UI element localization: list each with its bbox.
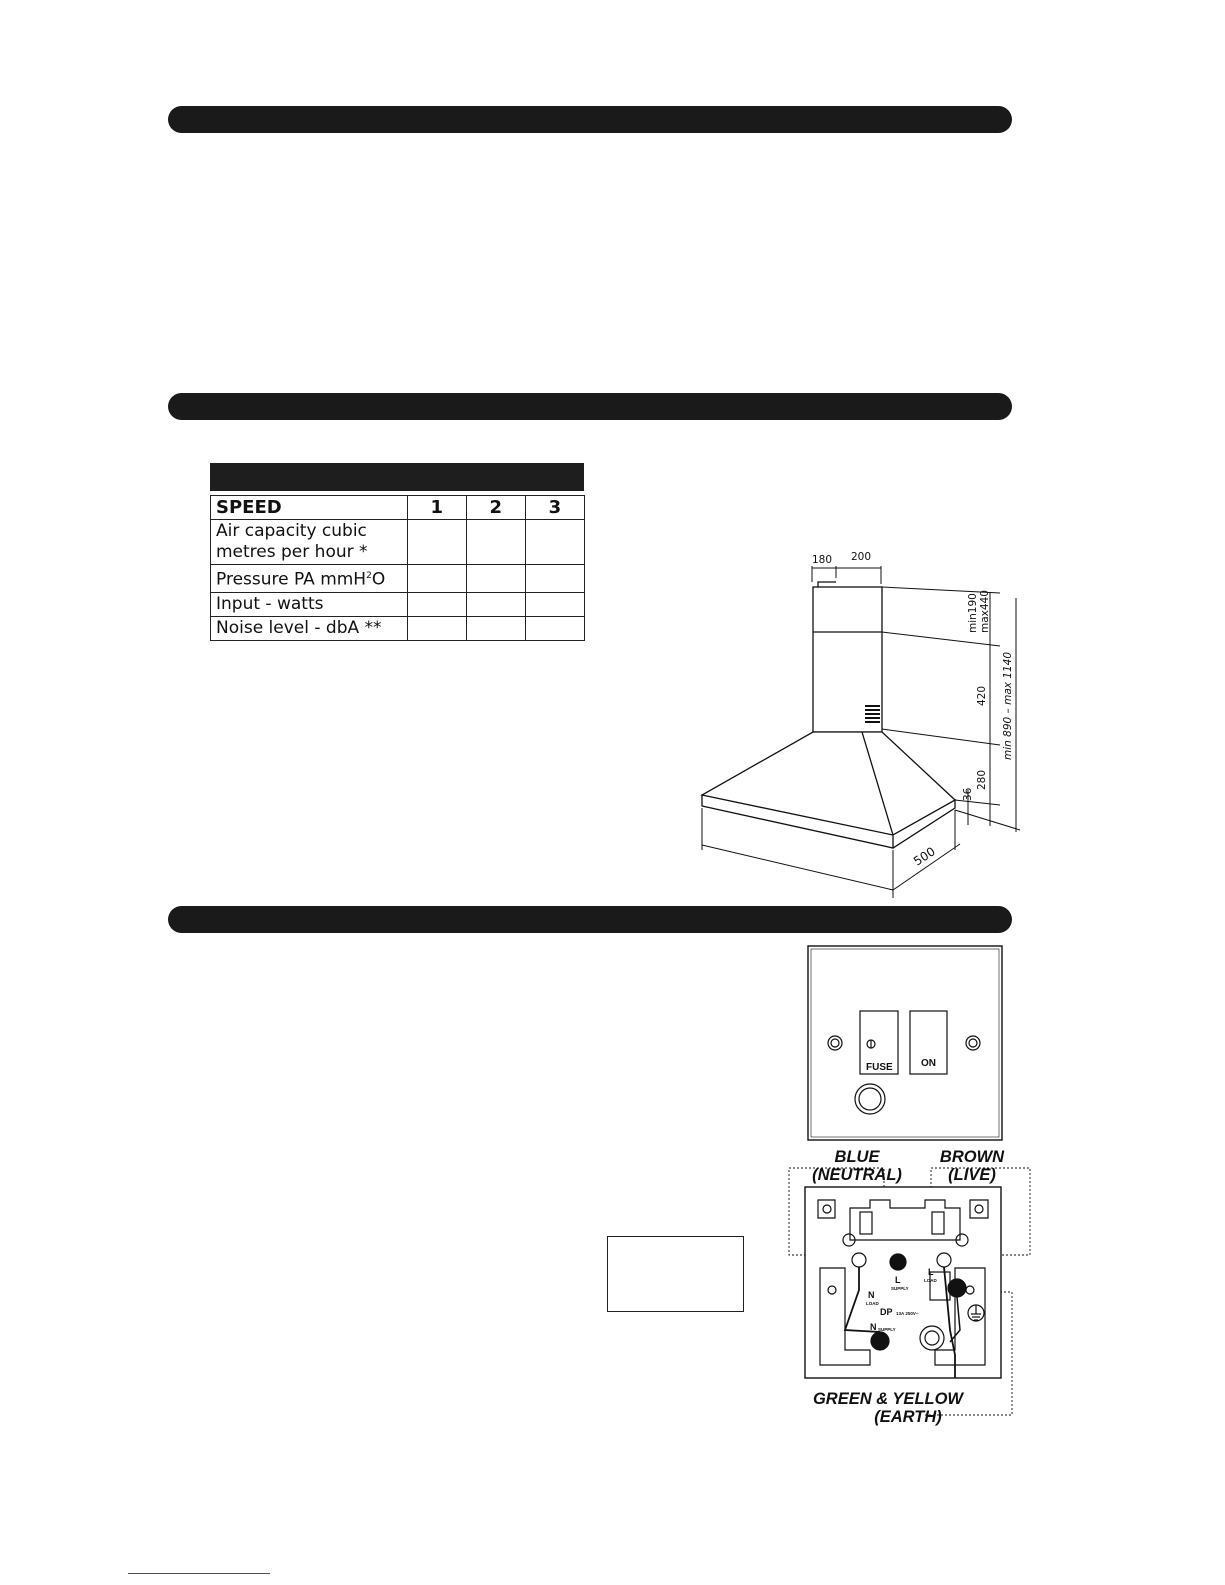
air-capacity-label: Air capacity cubic metres per hour * xyxy=(211,520,408,565)
fused-switch-plate xyxy=(805,944,1005,1144)
svg-text:SUPPLY: SUPPLY xyxy=(878,1327,896,1332)
table-cell xyxy=(525,616,584,640)
table-row xyxy=(211,616,585,640)
svg-text:LOAD: LOAD xyxy=(866,1301,879,1306)
dim-180: 180 xyxy=(812,554,833,566)
svg-text:LOAD: LOAD xyxy=(924,1278,937,1283)
table-row xyxy=(211,592,585,616)
table-cell xyxy=(466,616,525,640)
dim-200: 200 xyxy=(851,551,872,563)
section-header-bar-3 xyxy=(168,906,1012,933)
svg-text:L: L xyxy=(895,1275,901,1285)
noise-level-label: Noise level - dbA ** xyxy=(211,616,408,640)
dim-36: 36 xyxy=(962,787,974,801)
wiring-diagram xyxy=(785,1165,1035,1420)
svg-text:N: N xyxy=(870,1322,877,1332)
table-row xyxy=(211,520,585,565)
table-cell xyxy=(407,616,466,640)
dim-max440: max440 xyxy=(979,590,991,633)
blue-neutral-label: BLUE (NEUTRAL) xyxy=(812,1148,902,1184)
table-header-row xyxy=(211,496,585,520)
svg-text:DP: DP xyxy=(880,1307,893,1317)
pressure-label: Pressure PA mmH$^2$O xyxy=(211,565,408,593)
dim-280: 280 xyxy=(976,769,988,790)
table-cell xyxy=(466,565,525,593)
section-header-bar-2 xyxy=(168,393,1012,420)
footer-link-underline xyxy=(128,1573,270,1574)
table-cell xyxy=(407,592,466,616)
table-title-bar xyxy=(210,463,584,491)
hood-dimension-diagram xyxy=(690,540,1030,900)
svg-text:SUPPLY: SUPPLY xyxy=(891,1286,909,1291)
blank-label-box xyxy=(607,1236,744,1312)
earth-label: GREEN & YELLOW (EARTH) xyxy=(812,1390,964,1426)
spec-table xyxy=(210,495,585,641)
speed-3-header: 3 xyxy=(525,496,584,520)
dim-500: 500 xyxy=(911,844,938,869)
table-cell xyxy=(407,565,466,593)
fuse-label: FUSE xyxy=(866,1062,893,1073)
brown-live-label: BROWN (LIVE) xyxy=(939,1148,1005,1184)
section-header-bar-1 xyxy=(168,106,1012,133)
speed-2-header: 2 xyxy=(466,496,525,520)
table-cell xyxy=(525,565,584,593)
svg-text:L: L xyxy=(928,1267,934,1277)
on-label: ON xyxy=(921,1058,936,1069)
dim-min190: min190 xyxy=(967,593,979,633)
table-cell xyxy=(466,592,525,616)
table-cell xyxy=(525,520,584,565)
table-cell xyxy=(525,592,584,616)
table-cell xyxy=(407,520,466,565)
dim-420: 420 xyxy=(976,685,988,706)
table-cell xyxy=(466,520,525,565)
dim-total-height: min 890 – max 1140 xyxy=(1002,651,1014,760)
svg-text:N: N xyxy=(868,1290,875,1300)
svg-text:13A 250V~: 13A 250V~ xyxy=(896,1311,919,1316)
speed-header: SPEED xyxy=(211,496,408,520)
speed-1-header: 1 xyxy=(407,496,466,520)
table-row xyxy=(211,565,585,593)
input-watts-label: Input - watts xyxy=(211,592,408,616)
